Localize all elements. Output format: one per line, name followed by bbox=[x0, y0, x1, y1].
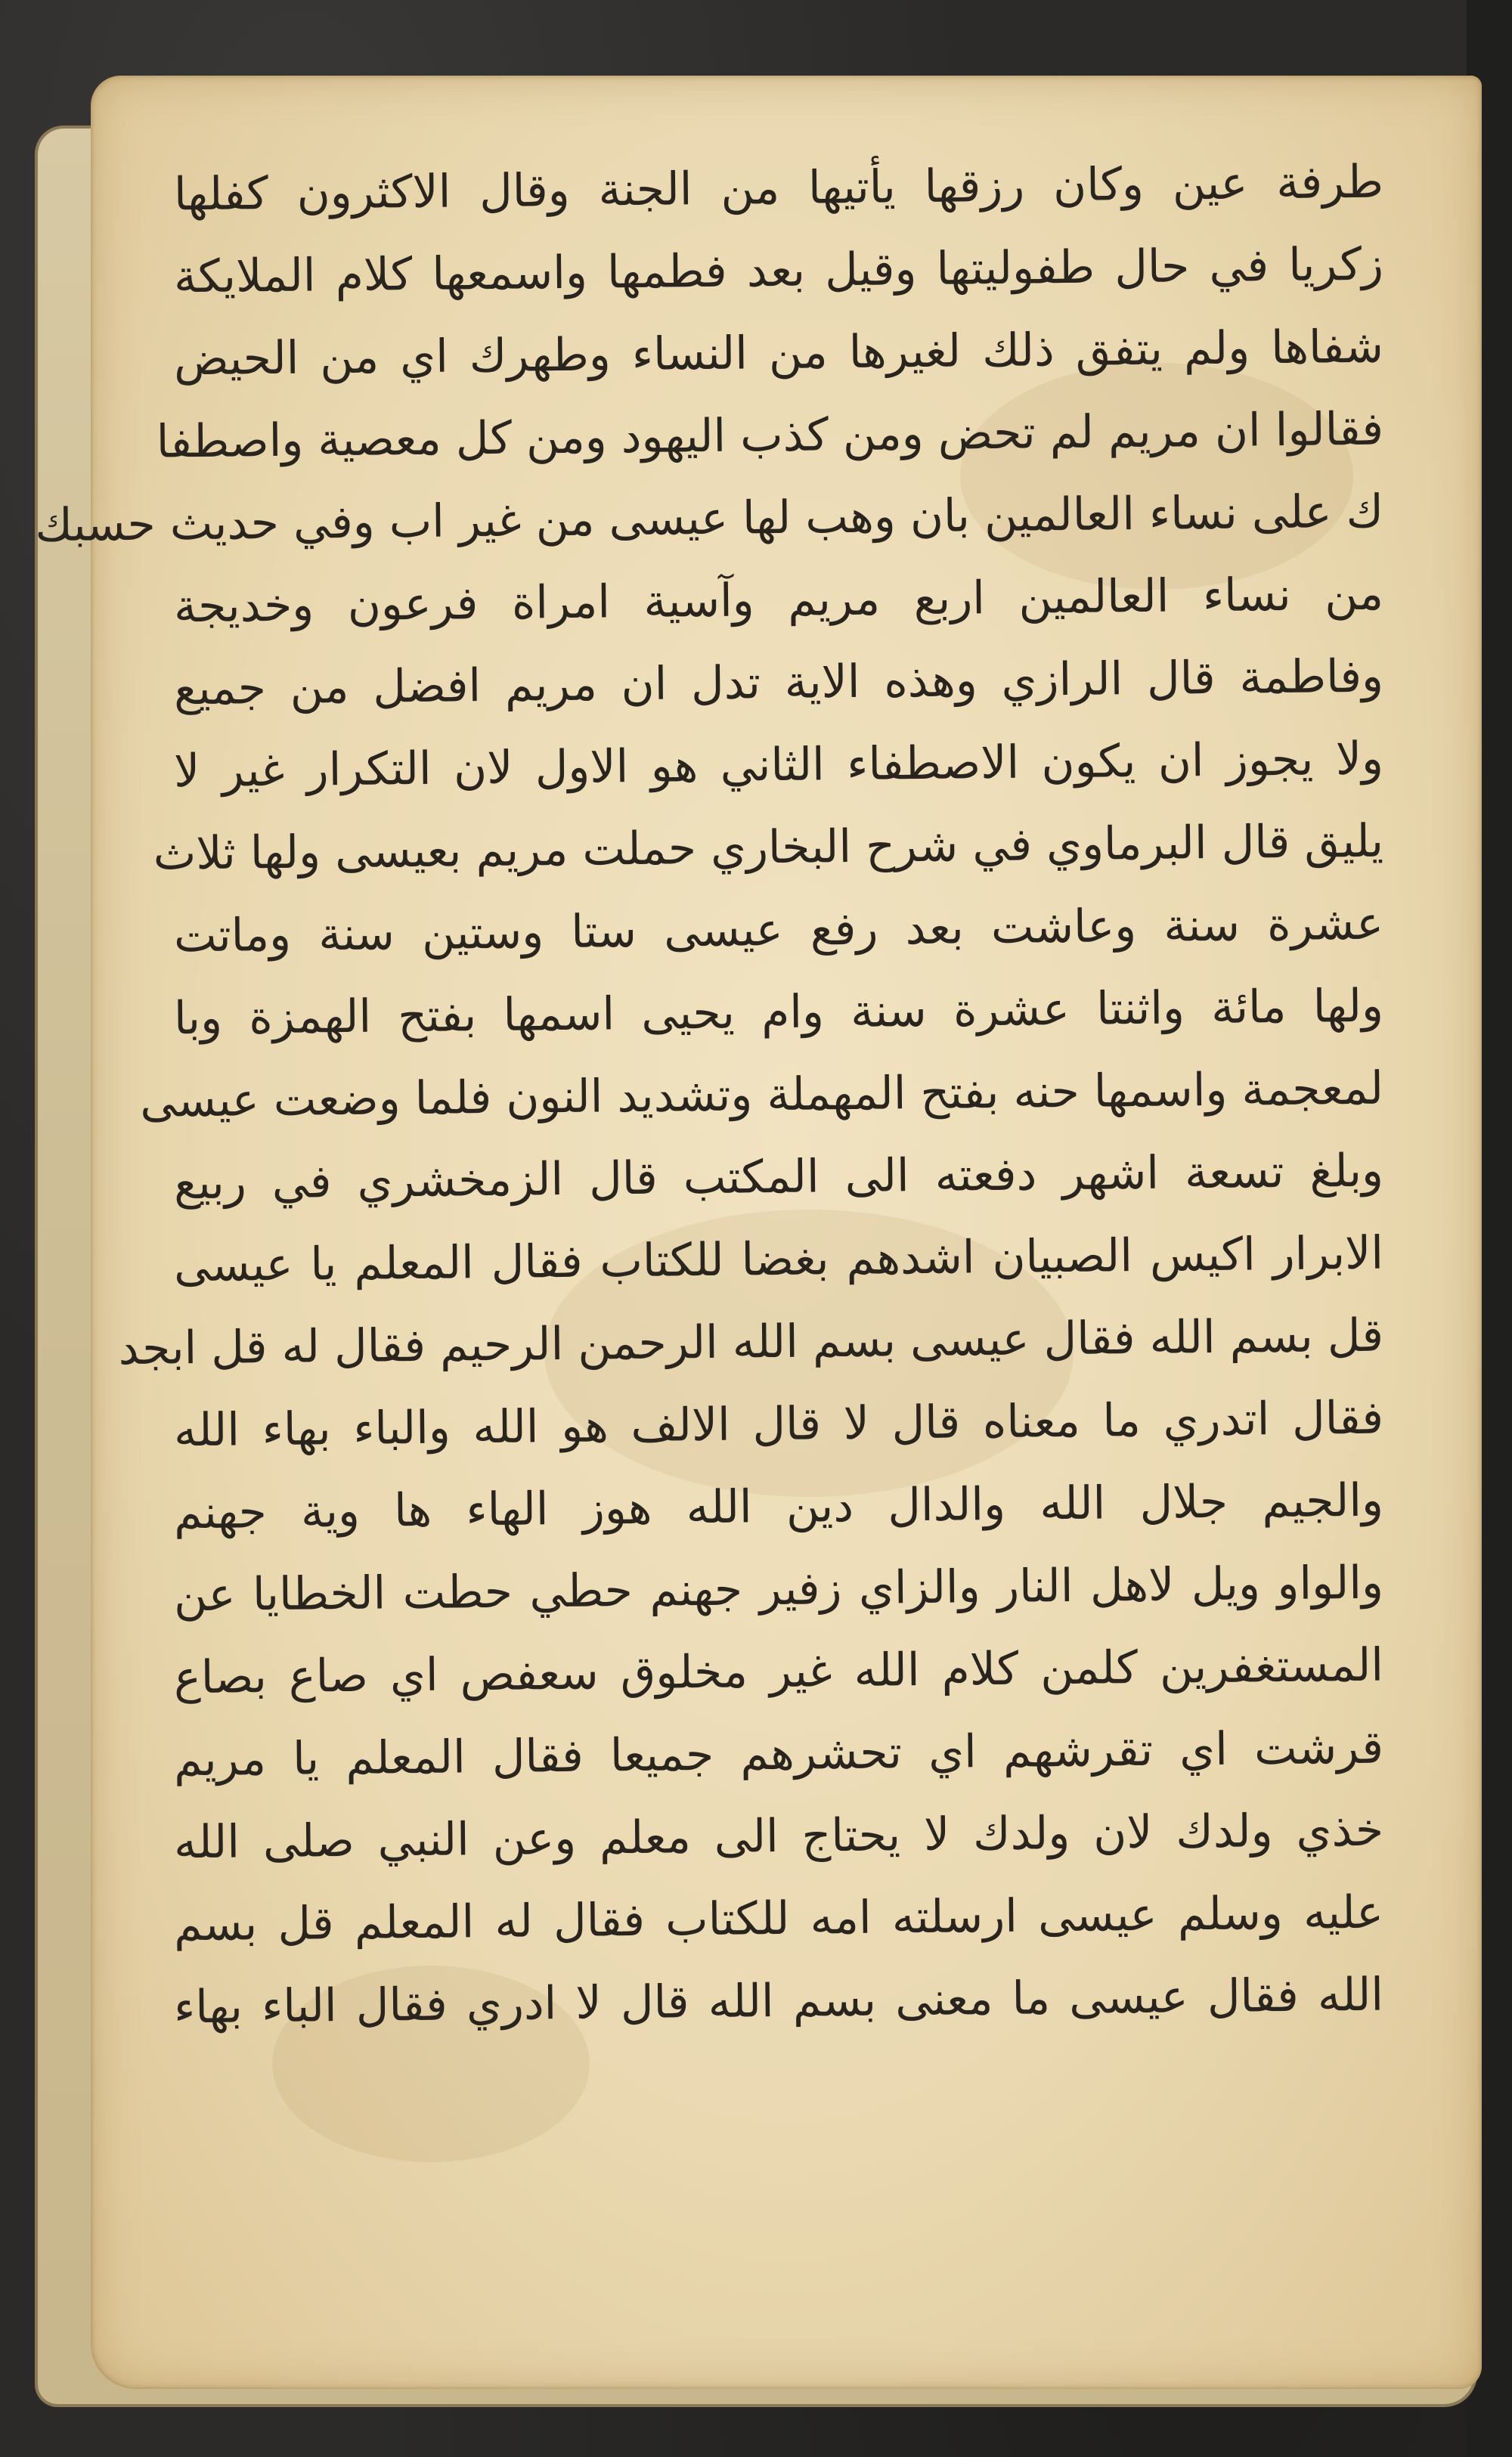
manuscript-line: شفاها ولم يتفق ذلك لغيرها من النساء وطهرك اي من الحيض bbox=[173, 320, 1384, 386]
manuscript-line: لمعجمة واسمها حنه بفتح المهملة وتشديد النون فلما وضعت عيسى bbox=[139, 1061, 1384, 1128]
manuscript-line: قرشت اي تقرشهم اي تحشرهم جميعا فقال المعلم يا مريم bbox=[173, 1721, 1384, 1787]
manuscript-line: ولا يجوز ان يكون الاصطفاء الثاني هو الاول لان التكرار غير لا bbox=[173, 732, 1384, 798]
manuscript-line: والجيم جلال الله والدال دين الله هوز الهاء ها وية جهنم bbox=[173, 1473, 1384, 1540]
manuscript-line: وبلغ تسعة اشهر دفعته الى المكتب قال الزمخشري في ربيع bbox=[173, 1144, 1384, 1210]
manuscript-line: طرفة عين وكان رزقها يأتيها من الجنة وقال الاكثرون كفلها bbox=[173, 155, 1384, 222]
manuscript-line: من نساء العالمين اربع مريم وآسية امراة فرعون وخديجة bbox=[173, 567, 1384, 634]
manuscript-line: زكريا في حال طفوليتها وقيل بعد فطمها واسمعها كلام الملايكة bbox=[173, 237, 1384, 304]
manuscript-line: والواو ويل لاهل النار والزاي زفير جهنم حطي حطت الخطايا عن bbox=[173, 1556, 1384, 1622]
manuscript-line: فقال اتدري ما معناه قال لا قال الالف هو الله والباء بهاء الله bbox=[173, 1391, 1384, 1458]
manuscript-line: يليق قال البرماوي في شرح البخاري حملت مريم بعيسى ولها ثلاث bbox=[153, 814, 1384, 881]
manuscript-line: وفاطمة قال الرازي وهذه الاية تدل ان مريم افضل من جميع bbox=[173, 649, 1384, 716]
manuscript-line: عليه وسلم عيسى ارسلته امه للكتاب فقال له المعلم قل بسم bbox=[173, 1885, 1384, 1952]
manuscript-line: ولها مائة واثنتا عشرة سنة وام يحيى اسمها بفتح الهمزة وبا bbox=[173, 979, 1384, 1046]
manuscript-line: ك على نساء العالمين بان وهب لها عيسى من غير اب وفي حديث حسبك bbox=[35, 485, 1384, 553]
manuscript-line: الابرار اكيس الصبيان اشدهم بغضا للكتاب فقال المعلم يا عيسى bbox=[173, 1226, 1384, 1293]
manuscript-line: المستغفرين كلمن كلام الله غير مخلوق سعفص اي صاع بصاع bbox=[173, 1638, 1384, 1705]
manuscript-line: فقالوا ان مريم لم تحض ومن كذب اليهود ومن كل معصية واصطفا bbox=[156, 402, 1384, 469]
manuscript-line: خذي ولدك لان ولدك لا يحتاج الى معلم وعن النبي صلى الله bbox=[173, 1803, 1384, 1870]
manuscript-text bbox=[35, 147, 1384, 2204]
manuscript-line: قل بسم الله فقال عيسى بسم الله الرحمن الرحيم فقال له قل ابجد bbox=[118, 1309, 1384, 1376]
manuscript-line: الله فقال عيسى ما معنى بسم الله قال لا ادري فقال الباء بهاء bbox=[173, 1968, 1384, 2034]
manuscript-line: عشرة سنة وعاشت بعد رفع عيسى ستا وستين سنة وماتت bbox=[173, 897, 1384, 963]
